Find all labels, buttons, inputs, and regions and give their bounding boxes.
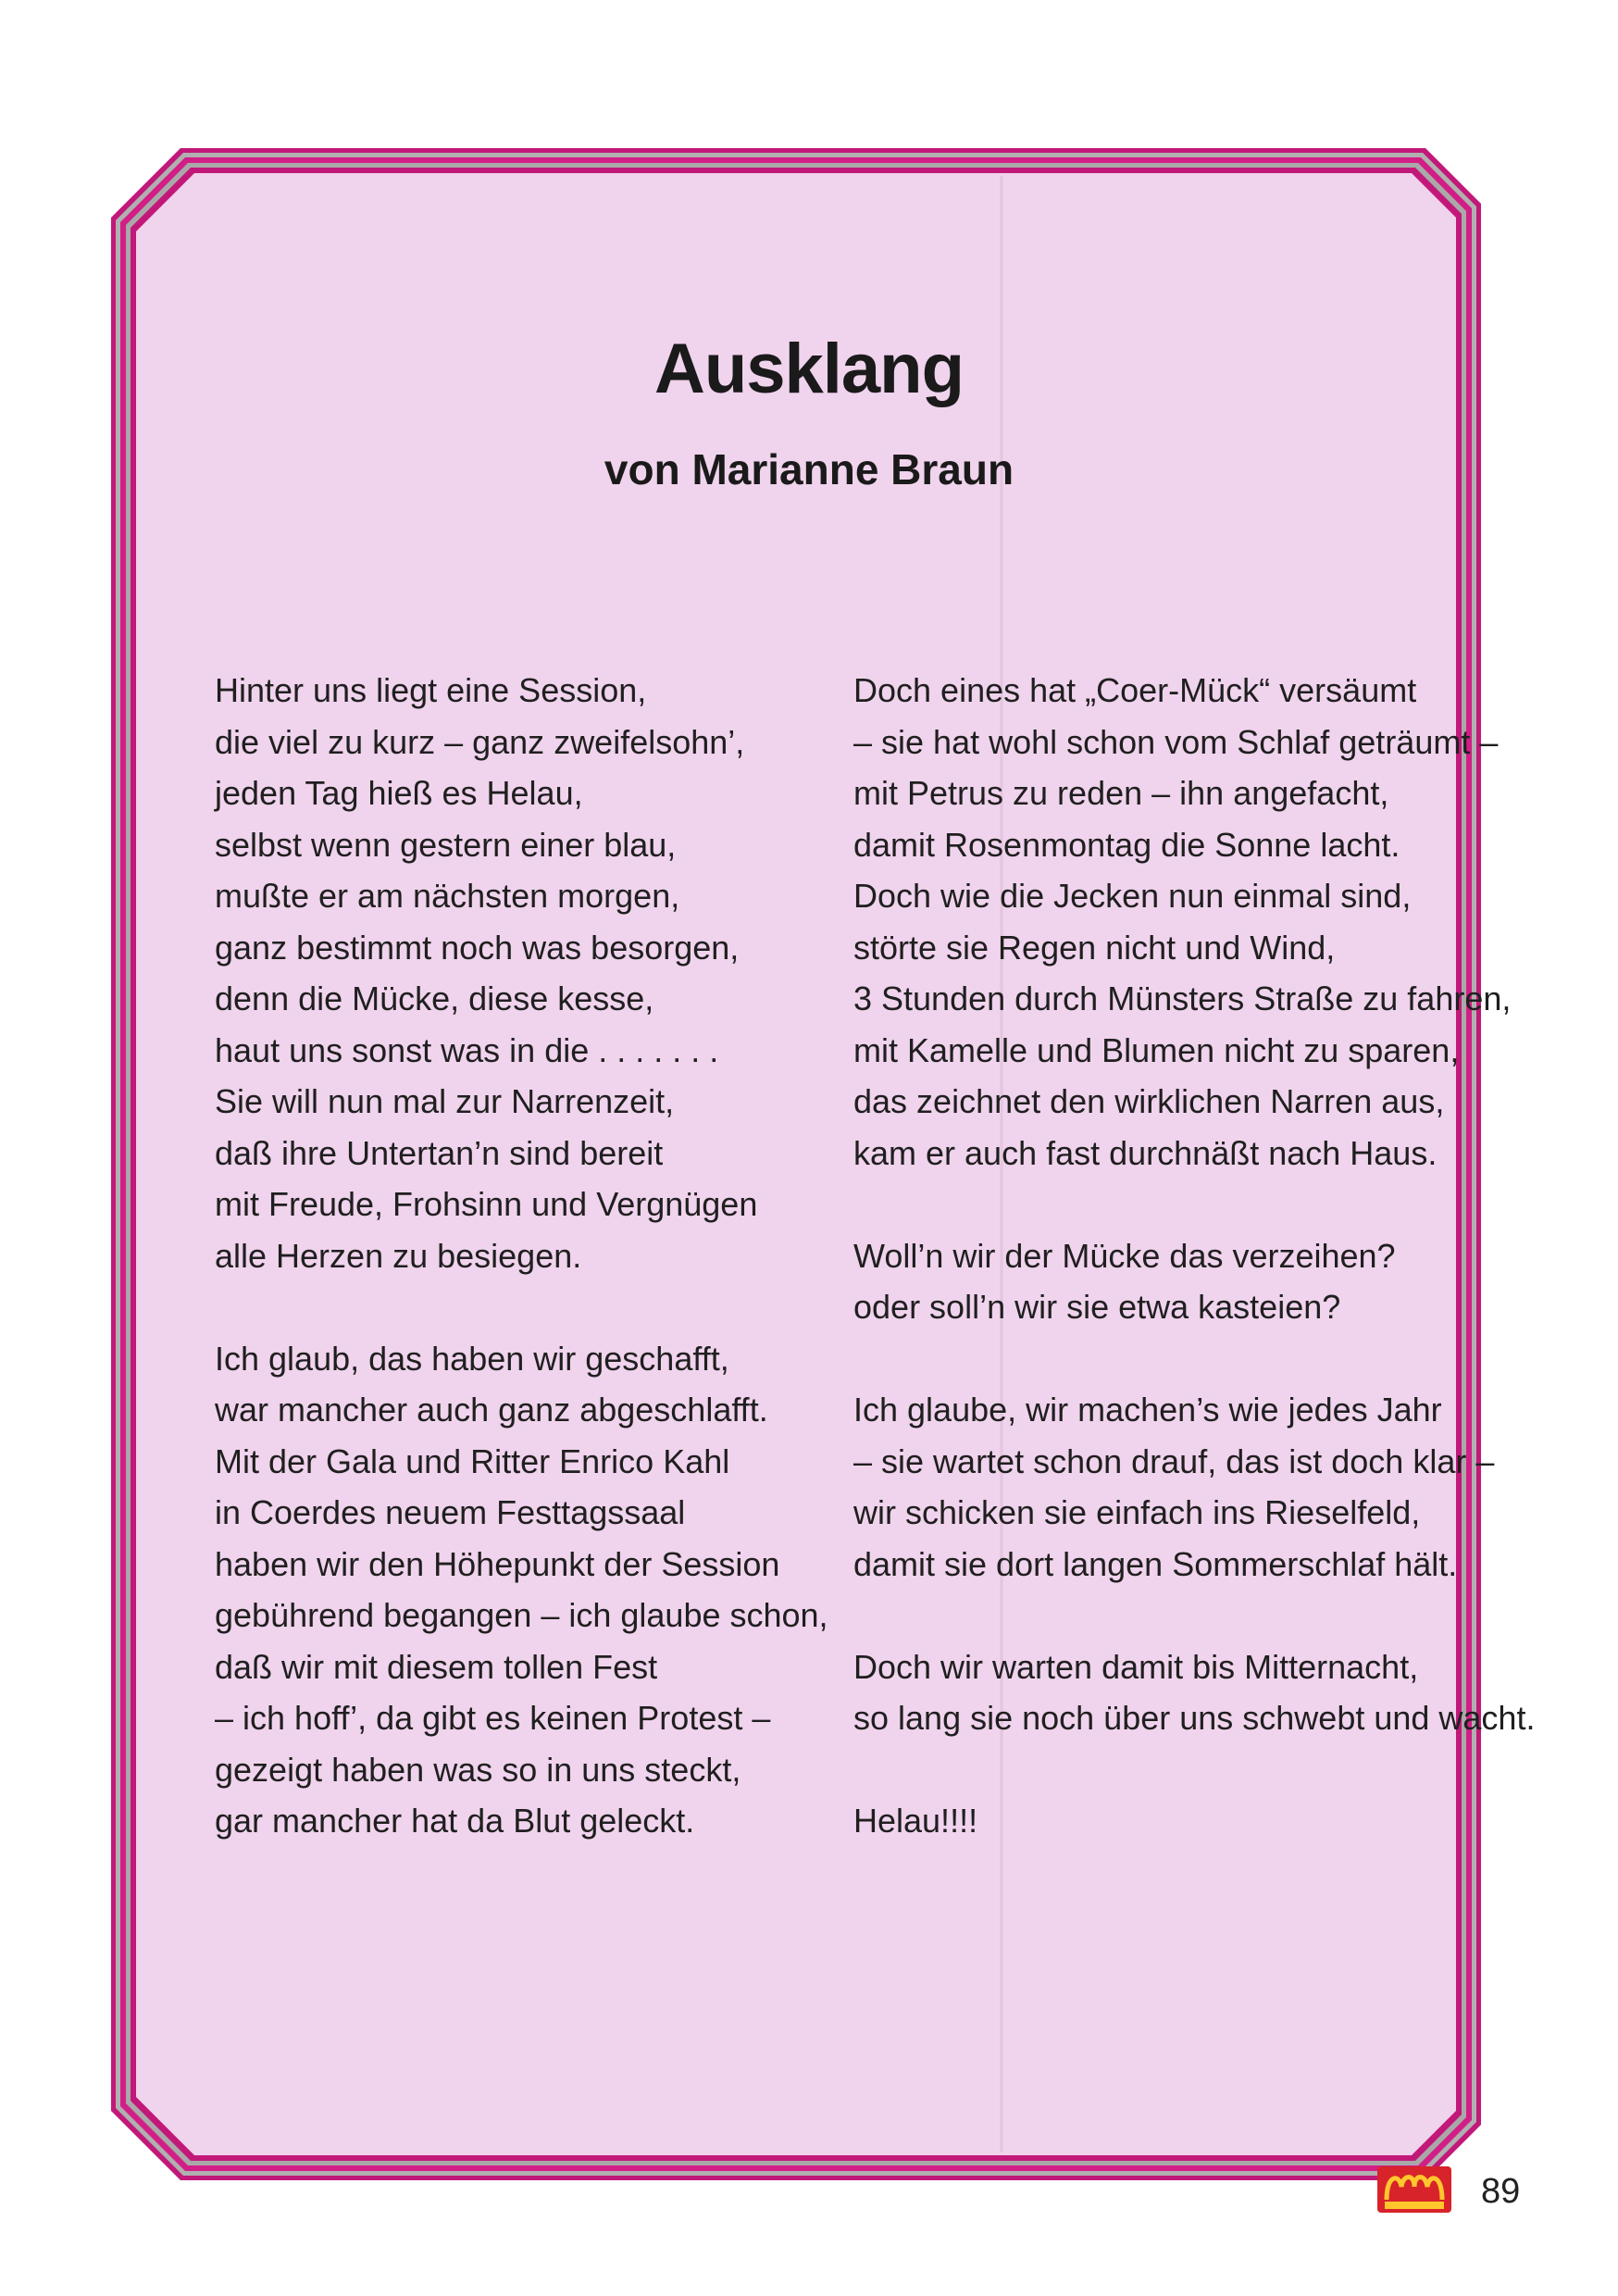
poem-author: von Marianne Braun bbox=[604, 445, 1014, 493]
poem-line: alle Herzen zu besiegen. bbox=[215, 1236, 582, 1275]
poem-line: Sie will nun mal zur Narrenzeit, bbox=[215, 1082, 675, 1120]
poem-line: – sie hat wohl schon vom Schlaf geträumt – bbox=[853, 722, 1499, 761]
poem-line: das zeichnet den wirklichen Narren aus, bbox=[853, 1082, 1445, 1120]
poem-line: daß ihre Untertan’n sind bereit bbox=[215, 1133, 664, 1172]
poem-line: Woll’n wir der Mücke das verzeihen? bbox=[853, 1236, 1396, 1275]
poem-line: Ich glaub, das haben wir geschafft, bbox=[215, 1339, 729, 1378]
poem-title: Ausklang bbox=[653, 330, 965, 408]
poem-line: mit Petrus zu reden – ihn angefacht, bbox=[853, 774, 1389, 812]
stanza bbox=[853, 665, 1512, 1179]
poem-line: gar mancher hat da Blut geleckt. bbox=[215, 1802, 695, 1840]
poem-line: Mit der Gala und Ritter Enrico Kahl bbox=[215, 1441, 730, 1480]
poem-line: – sie wartet schon drauf, das ist doch klar – bbox=[853, 1441, 1495, 1480]
poem-line: Doch wir warten damit bis Mitternacht, bbox=[853, 1647, 1419, 1686]
poem-line: damit Rosenmontag die Sonne lacht. bbox=[853, 825, 1400, 864]
poem-line: in Coerdes neuem Festtagssaal bbox=[215, 1493, 686, 1531]
poem-line: mit Kamelle und Blumen nicht zu sparen, bbox=[853, 1030, 1460, 1069]
poem-line: Doch eines hat „Coer-Mück“ versäumt bbox=[853, 671, 1417, 709]
poem-line: jeden Tag hieß es Helau, bbox=[215, 774, 583, 812]
poem-line: so lang sie noch über uns schwebt und wacht. bbox=[853, 1699, 1536, 1737]
poem-line: 3 Stunden durch Münsters Straße zu fahren, bbox=[853, 980, 1512, 1017]
poem-line: haben wir den Höhepunkt der Session bbox=[215, 1544, 780, 1583]
stanza bbox=[853, 1641, 1536, 1744]
poem-line: ganz bestimmt noch was besorgen, bbox=[215, 928, 740, 967]
poem-line: war mancher auch ganz abgeschlafft. bbox=[215, 1391, 768, 1429]
stanza bbox=[853, 1384, 1495, 1590]
stanza bbox=[215, 665, 807, 1281]
poem-right-column bbox=[853, 665, 1536, 1898]
poem-line: Ich glaube, wir machen’s wie jedes Jahr bbox=[853, 1391, 1442, 1429]
stanza bbox=[853, 1230, 1483, 1333]
poem-line: mußte er am nächsten morgen, bbox=[215, 877, 680, 915]
page-number: 89 bbox=[1481, 2172, 1521, 2211]
mcdonalds-arches-logo-icon bbox=[1377, 2166, 1451, 2213]
poem-left-column bbox=[215, 665, 828, 1898]
poem-line: denn die Mücke, diese kesse, bbox=[215, 980, 654, 1017]
poem-line: kam er auch fast durchnäßt nach Haus. bbox=[853, 1133, 1438, 1172]
poem-line: mit Freude, Frohsinn und Vergnügen bbox=[215, 1185, 758, 1223]
poem-line: störte sie Regen nicht und Wind, bbox=[853, 928, 1336, 967]
poem-line: wir schicken sie einfach ins Rieselfeld, bbox=[853, 1493, 1421, 1531]
poem-line: – ich hoff’, da gibt es keinen Protest – bbox=[215, 1699, 771, 1737]
poem-line: oder soll’n wir sie etwa kasteien? bbox=[853, 1288, 1341, 1326]
poem-line: gebührend begangen – ich glaube schon, bbox=[215, 1596, 828, 1634]
poem-line: damit sie dort langen Sommerschlaf hält. bbox=[853, 1544, 1458, 1583]
poem-line: Doch wie die Jecken nun einmal sind, bbox=[853, 877, 1412, 915]
poem-line: haut uns sonst was in die . . . . . . . bbox=[215, 1030, 719, 1069]
poem-line: die viel zu kurz – ganz zweifelsohn’, bbox=[215, 722, 745, 761]
poem-line: gezeigt haben was so in uns steckt, bbox=[215, 1750, 741, 1789]
poem-line: Helau!!!! bbox=[853, 1802, 978, 1840]
stanza bbox=[215, 1333, 828, 1847]
poem-line: daß wir mit diesem tollen Fest bbox=[215, 1647, 658, 1686]
stanza bbox=[853, 1795, 1483, 1847]
poem-line: Hinter uns liegt eine Session, bbox=[215, 671, 647, 709]
poem-line: selbst wenn gestern einer blau, bbox=[215, 825, 677, 864]
